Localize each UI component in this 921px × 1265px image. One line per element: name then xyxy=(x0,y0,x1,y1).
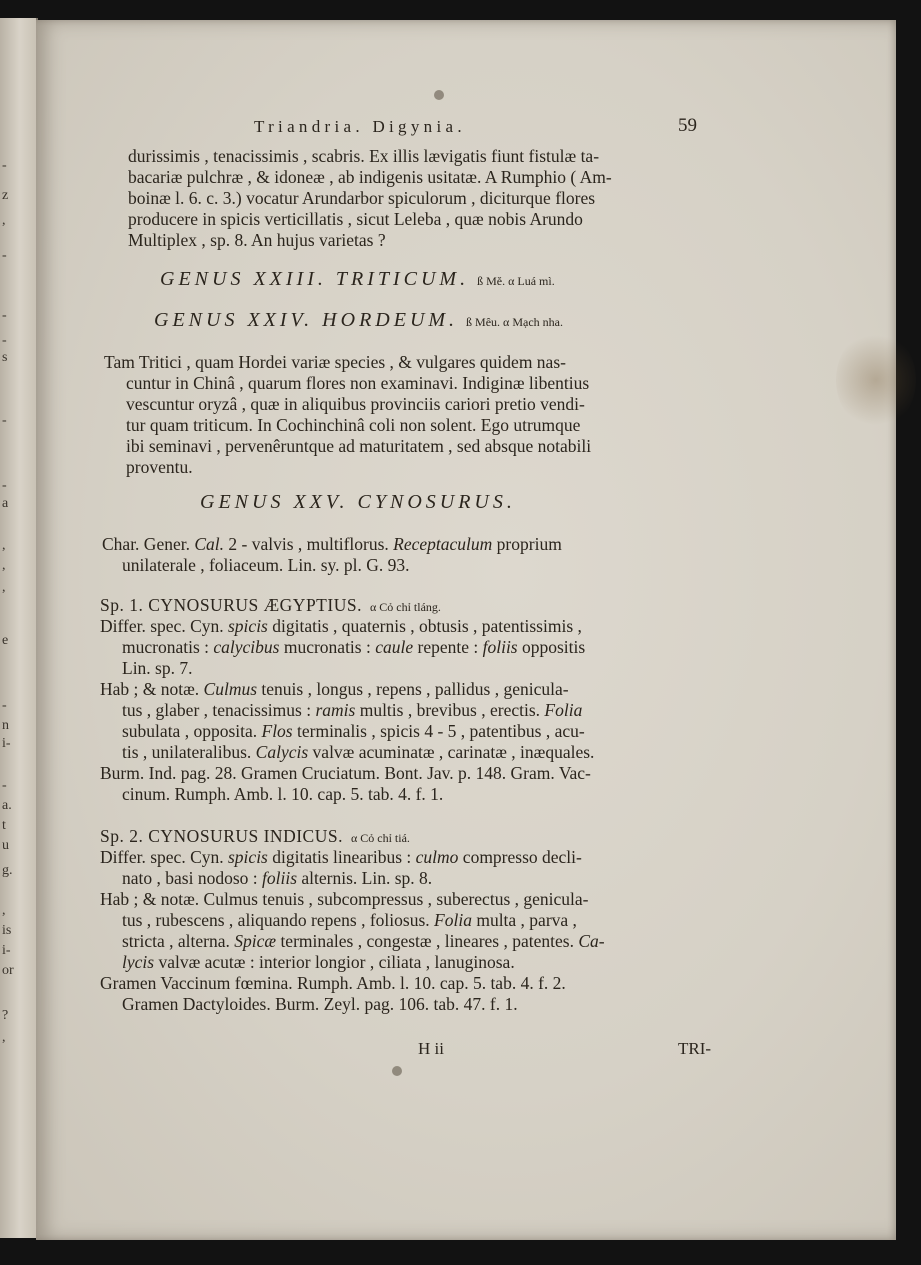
foxing-stain xyxy=(836,330,916,430)
text-line: mucronatis : calycibus mucronatis : caule repente : foliis oppositis xyxy=(122,637,586,657)
margin-fragment: - xyxy=(2,478,7,493)
margin-fragment: t xyxy=(2,818,6,833)
genus-title: GENUS XXIV. HORDEUM. xyxy=(154,309,459,331)
margin-fragment: - xyxy=(2,308,7,323)
text-line: tus , glaber , tenacissimus : ramis multis , brevibus , erectis. Folia xyxy=(122,700,583,720)
text-line: Multiplex , sp. 8. An hujus varietas ? xyxy=(128,230,386,250)
genus-title: GENUS XXIII. TRITICUM. xyxy=(160,268,470,290)
margin-fragment: - xyxy=(2,158,7,173)
text-line: Gramen Vaccinum fœmina. Rumph. Amb. l. 10. cap. 5. tab. 4. f. 2. xyxy=(100,973,566,993)
margin-fragment: a xyxy=(2,496,9,511)
text-line: Differ. spec. Cyn. spicis digitatis linearibus : culmo compresso decli- xyxy=(100,847,582,867)
text-line: Hab ; & notæ. Culmus tenuis , longus , repens , pallidus , genicula- xyxy=(100,679,569,699)
margin-fragment: z xyxy=(2,188,9,203)
vernacular-name: ß Mêu. α Mạch nha. xyxy=(466,315,563,329)
margin-fragment: u xyxy=(2,838,9,853)
species-label: Sp. 2. CYNOSURUS INDICUS. xyxy=(100,826,343,846)
text-line: cinum. Rumph. Amb. l. 10. cap. 5. tab. 4. f. 1. xyxy=(122,784,444,804)
text-line: Char. Gener. Cal. 2 - valvis , multiflorus. Receptaculum proprium xyxy=(102,534,562,554)
text-line: subulata , opposita. Flos terminalis , spicis 4 - 5 , patentibus , acu- xyxy=(122,721,585,741)
margin-fragment: - xyxy=(2,778,7,793)
text-line: Burm. Ind. pag. 28. Gramen Cruciatum. Bont. Jav. p. 148. Gram. Vac- xyxy=(100,763,591,783)
vernacular-name: α Cỏ chỉ tiá. xyxy=(350,831,410,845)
adjacent-page-edge xyxy=(0,18,38,1238)
text-line: stricta , alterna. Spicæ terminales , congestæ , lineares , patentes. Ca- xyxy=(122,931,605,951)
text-line: boinæ l. 6. c. 3.) vocatur Arundarbor spiculorum , diciturque flores xyxy=(128,188,596,208)
paper-speck xyxy=(434,90,444,100)
species-heading xyxy=(100,826,410,849)
text-line: Lin. sp. 7. xyxy=(122,658,193,678)
margin-fragment: - xyxy=(2,248,7,263)
text-line: Tam Tritici , quam Hordei variæ species , & vulgares quidem nas- xyxy=(104,352,566,372)
text-line: nato , basi nodoso : foliis alternis. Lin. sp. 8. xyxy=(122,868,433,888)
vernacular-name: ß Mĕ. α Luá mì. xyxy=(477,274,555,288)
text-line: vescuntur oryzâ , quæ in aliquibus provinciis cariori pretio vendi- xyxy=(126,394,585,414)
genus-title: GENUS XXV. CYNOSURUS. xyxy=(200,491,516,513)
genus-heading xyxy=(200,492,516,513)
text-line: unilaterale , foliaceum. Lin. sy. pl. G. 93. xyxy=(122,555,410,575)
paper-speck xyxy=(392,1066,402,1076)
margin-fragment: - xyxy=(2,698,7,713)
species-heading xyxy=(100,595,441,618)
catchword: TRI- xyxy=(678,1039,712,1058)
text-line: tur quam triticum. In Cochinchinâ coli non solent. Ego utrumque xyxy=(126,415,581,435)
text-line: tis , unilateralibus. Calycis valvæ acuminatæ , carinatæ , inæquales. xyxy=(122,742,595,762)
text-line: bacariæ pulchræ , & idoneæ , ab indigenis usitatæ. A Rumphio ( Am- xyxy=(128,167,612,187)
margin-fragment: n xyxy=(2,718,9,733)
signature-mark: H ii xyxy=(418,1039,444,1058)
margin-fragment: a. xyxy=(2,798,12,813)
text-line: ibi seminavi , pervenêruntque ad maturitatem , sed absque notabili xyxy=(126,436,592,456)
book-page xyxy=(36,20,896,1240)
margin-fragment: - xyxy=(2,333,7,348)
margin-fragment: , xyxy=(2,538,6,553)
margin-fragment: - xyxy=(2,413,7,428)
margin-fragment: e xyxy=(2,633,9,648)
text-line: durissimis , tenacissimis , scabris. Ex illis lævigatis fiunt fistulæ ta- xyxy=(128,146,600,166)
margin-fragment: or xyxy=(2,963,14,978)
text-line: tus , rubescens , aliquando repens , foliosus. Folia multa , parva , xyxy=(122,910,577,930)
margin-fragment: , xyxy=(2,903,6,918)
species-label: Sp. 1. CYNOSURUS ÆGYPTIUS. xyxy=(100,595,362,615)
vernacular-name: α Cỏ chỉ tláng. xyxy=(369,600,441,614)
margin-fragment: i- xyxy=(2,736,11,751)
text-line: producere in spicis verticillatis , sicut Leleba , quæ nobis Arundo xyxy=(128,209,583,229)
page-number: 59 xyxy=(678,115,697,136)
genus-heading xyxy=(154,310,563,333)
margin-fragment: g. xyxy=(2,863,13,878)
text-line: Hab ; & notæ. Culmus tenuis , subcompressus , suberectus , genicula- xyxy=(100,889,589,909)
text-line: lycis valvæ acutæ : interior longior , ciliata , lanuginosa. xyxy=(122,952,515,972)
margin-fragment: , xyxy=(2,558,6,573)
text-line: proventu. xyxy=(126,457,193,477)
text-line: Gramen Dactyloides. Burm. Zeyl. pag. 106. tab. 47. f. 1. xyxy=(122,994,518,1014)
running-title: Triandria. Digynia. xyxy=(254,117,466,136)
text-line: Differ. spec. Cyn. spicis digitatis , quaternis , obtusis , patentissimis , xyxy=(100,616,582,636)
margin-fragment: , xyxy=(2,1030,6,1045)
margin-fragment: i- xyxy=(2,943,11,958)
text-line: cuntur in Chinâ , quarum flores non examinavi. Indiginæ libentius xyxy=(126,373,590,393)
genus-heading xyxy=(160,269,555,292)
margin-fragment: s xyxy=(2,350,8,365)
margin-fragment: is xyxy=(2,923,12,938)
margin-fragment: , xyxy=(2,213,6,228)
margin-fragment: , xyxy=(2,580,6,595)
margin-fragment: ? xyxy=(2,1008,9,1023)
